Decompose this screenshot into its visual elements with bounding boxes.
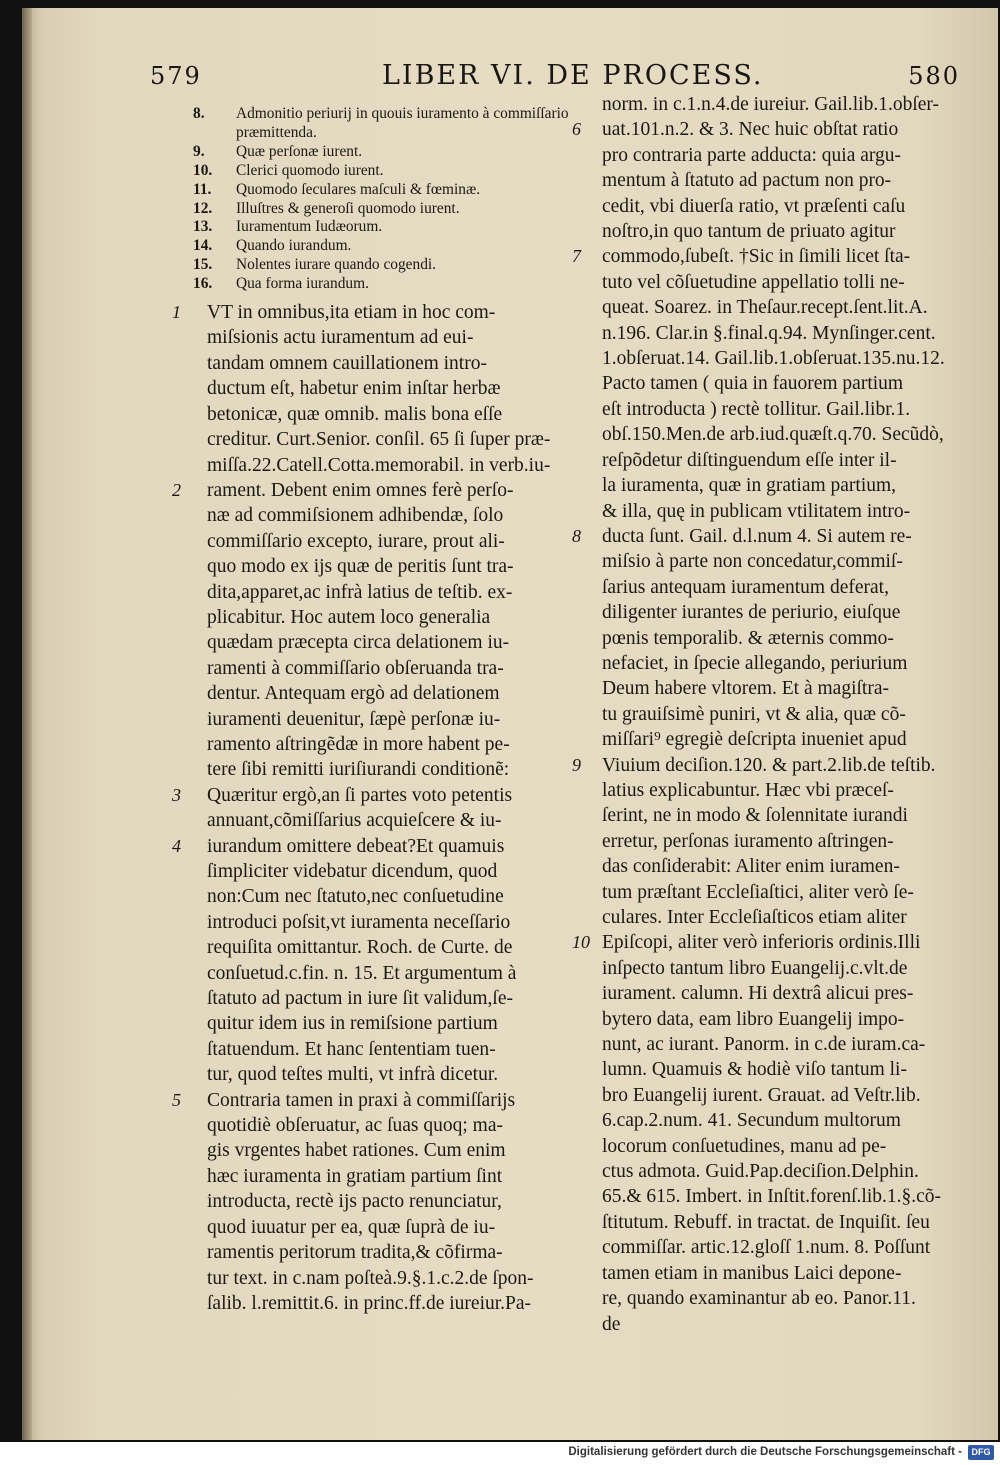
summary-number: 14. xyxy=(193,237,213,255)
margin-note-number: 4 xyxy=(172,835,181,856)
text-line xyxy=(176,808,571,833)
line-text: næ ad commiſsionem adhibendæ, ſolo xyxy=(207,505,504,527)
summary-text: Quomodo ſeculares maſculi & fœminæ. xyxy=(236,180,481,198)
text-line xyxy=(570,168,965,193)
line-text: de xyxy=(602,1313,621,1335)
line-text: nunt, ac iurant. Panorm. in c.de iuram.ca- xyxy=(602,1034,926,1056)
summary-text: Iuramentum Iudæorum. xyxy=(236,218,383,236)
text-line xyxy=(570,803,965,828)
text-line xyxy=(176,529,571,554)
funding-note: Digitalisierung gefördert durch die Deutsche Forschungsgemeinschaft - xyxy=(568,1446,962,1458)
text-line xyxy=(176,986,571,1011)
page-number-left: 579 xyxy=(150,62,202,90)
line-text: miſſari⁹ egregiè deſcripta inueniet apud xyxy=(602,729,907,751)
margin-note-number: 3 xyxy=(172,784,181,805)
text-line xyxy=(570,219,965,244)
line-text: das conſiderabit: Aliter enim iuramen- xyxy=(602,856,900,878)
text-line xyxy=(176,580,571,605)
margin-note-number: 8 xyxy=(572,525,581,546)
line-text: Contraria tamen in praxi à commiſſarijs xyxy=(207,1089,516,1111)
line-text: n.196. Clar.in §.final.q.94. Mynſinger.cent. xyxy=(602,322,936,344)
line-text: Epiſcopi, aliter verò inferioris ordinis.Illi xyxy=(602,932,921,954)
line-text: uat.101.n.2. & 3. Nec huic obſtat ratio xyxy=(602,119,899,141)
line-text: tur text. in c.nam poſteà.9.§.1.c.2.de ſpon- xyxy=(207,1267,534,1289)
line-text: Viuium deciſion.120. & part.2.lib.de teſtib. xyxy=(602,754,936,776)
summary-number: 13. xyxy=(193,218,213,236)
text-line xyxy=(570,549,965,574)
text-line xyxy=(570,956,965,981)
text-line xyxy=(176,453,571,478)
line-text: obſ.150.Men.de arb.iud.quæſt.q.70. Secũdò, xyxy=(602,424,944,446)
text-line xyxy=(570,1083,965,1108)
text-line xyxy=(176,1266,571,1291)
line-text: quædam præcepta circa delationem iu- xyxy=(207,632,510,654)
line-text: introducta, rectè ijs pacto renunciatur, xyxy=(207,1191,502,1213)
text-line xyxy=(570,1184,965,1209)
text-line xyxy=(570,1007,965,1032)
line-text: re, quando examinantur ab eo. Panor.11. xyxy=(602,1288,916,1310)
summary-item xyxy=(176,162,571,181)
summary-item xyxy=(176,181,571,200)
line-text: pœnis temporalib. & æternis commo- xyxy=(602,627,894,649)
text-line xyxy=(570,651,965,676)
line-text: tandam omnem cauillationem intro- xyxy=(207,352,487,374)
text-line xyxy=(176,859,571,884)
text-line xyxy=(176,757,571,782)
text-line xyxy=(176,1062,571,1087)
text-line xyxy=(176,707,571,732)
line-text: iuramenti deuenitur, ſæpè perſonæ iu- xyxy=(207,708,501,730)
text-line xyxy=(176,325,571,350)
text-line xyxy=(176,1189,571,1214)
page-number-right: 580 xyxy=(908,62,960,90)
line-text: Quæritur ergò,an ſi partes voto petentis xyxy=(207,784,513,806)
line-text: gis vrgentes habet rationes. Cum enim xyxy=(207,1140,506,1162)
page-gutter xyxy=(22,8,32,1440)
line-text: tuto vel cõſuetudine appellatio tolli ne- xyxy=(602,271,905,293)
line-text: ſtatuendum. Et hanc ſententiam tuen- xyxy=(207,1038,496,1060)
line-text: tur, quod teſtes multi, vt infrà dicetur. xyxy=(207,1064,499,1086)
margin-note-number: 9 xyxy=(572,754,581,775)
line-text: commodo,ſubeſt. †Sic in ſimili licet ſta- xyxy=(602,246,911,268)
line-text: non:Cum nec ſtatuto,nec conſuetudine xyxy=(207,886,504,908)
line-text: 6.cap.2.num. 41. Secundum multorum xyxy=(602,1110,901,1132)
text-line xyxy=(570,1210,965,1235)
line-text: conſuetud.c.fin. n. 15. Et argumentum à xyxy=(207,962,517,984)
line-text: erretur, perſonas iuramento aſtringen- xyxy=(602,830,894,852)
text-line xyxy=(570,676,965,701)
text-line xyxy=(570,905,965,930)
text-line xyxy=(176,554,571,579)
line-text: dita,apparet,ac infrà latius de teſtib. ex- xyxy=(207,581,513,603)
text-line xyxy=(176,732,571,757)
text-line xyxy=(176,961,571,986)
line-text: culares. Inter Eccleſiaſticos etiam aliter xyxy=(602,907,907,928)
text-line xyxy=(570,194,965,219)
text-line xyxy=(176,1011,571,1036)
left-column xyxy=(172,105,571,1316)
text-line xyxy=(570,1235,965,1260)
line-text: miſſa.22.Catell.Cotta.memorabil. in verb.iu- xyxy=(207,454,551,476)
margin-note-number: 6 xyxy=(572,119,581,140)
summary-text: Qua forma iurandum. xyxy=(236,275,369,293)
line-text: VT in omnibus,ita etiam in hoc com- xyxy=(207,302,496,324)
text-line xyxy=(570,397,965,422)
line-text: commiſſario excepto, iurare, prout ali- xyxy=(207,530,505,552)
text-line xyxy=(570,930,965,955)
text-line xyxy=(176,910,571,935)
line-text: inſpecto tantum libro Euangelij.c.vlt.de xyxy=(602,957,908,979)
right-column-text xyxy=(570,92,965,1337)
summary-item xyxy=(176,256,571,275)
line-text: locorum conſuetudines, manu ad pe- xyxy=(602,1135,887,1157)
line-text: ramento aſtringẽdæ in more habent pe- xyxy=(207,733,510,755)
text-line xyxy=(570,448,965,473)
margin-note-number: 2 xyxy=(172,479,181,500)
margin-note-number: 7 xyxy=(572,246,581,267)
line-text: tu grauiſsimè puniri, vt & alia, quæ cõ- xyxy=(602,703,906,725)
line-text: dentur. Antequam ergò ad delationem xyxy=(207,683,500,705)
text-line xyxy=(176,935,571,960)
summary-number: 10. xyxy=(193,161,213,179)
line-text: bro Euangelij iurent. Grauat. ad Veſtr.lib. xyxy=(602,1084,921,1106)
text-line xyxy=(570,524,965,549)
text-line xyxy=(570,117,965,142)
line-text: ſerint, ne in modo & ſolennitate iurandi xyxy=(602,805,908,827)
text-line xyxy=(176,605,571,630)
left-column-text xyxy=(172,300,571,1316)
margin-note-number: 5 xyxy=(172,1089,181,1110)
summary-number: 11. xyxy=(193,180,212,198)
line-text: iurandum omittere debeat?Et quamuis xyxy=(207,835,505,857)
text-line xyxy=(570,1108,965,1133)
summary-item xyxy=(176,143,571,162)
text-line xyxy=(176,1138,571,1163)
line-text: creditur. Curt.Senior. conſil. 65 ſi ſuper præ- xyxy=(207,429,551,451)
text-line xyxy=(570,244,965,269)
line-text: plicabitur. Hoc autem loco generalia xyxy=(207,606,491,628)
line-text: introduci poſsit,vt iuramenta neceſſario xyxy=(207,911,511,933)
text-line xyxy=(570,1134,965,1159)
text-line xyxy=(570,753,965,778)
text-line xyxy=(570,880,965,905)
line-text: eſt introducta ) rectè tollitur. Gail.libr.1. xyxy=(602,398,911,420)
text-line xyxy=(570,854,965,879)
text-line xyxy=(570,270,965,295)
line-text: ſtitutum. Rebuff. in tractat. de Inquiſit. ſeu xyxy=(602,1211,930,1233)
summary-number: 12. xyxy=(193,199,213,217)
text-line xyxy=(570,778,965,803)
line-text: Pacto tamen ( quia in fauorem partium xyxy=(602,373,904,395)
text-line xyxy=(570,321,965,346)
line-text: rament. Debent enim omnes ferè perſo- xyxy=(207,479,514,501)
line-text: noſtro,in quo tantum de priuato agitur xyxy=(602,221,896,243)
text-line xyxy=(570,473,965,498)
text-line xyxy=(570,143,965,168)
text-line xyxy=(570,1032,965,1057)
text-line xyxy=(172,783,571,808)
line-text: commiſſar. artic.12.gloſſ 1.num. 8. Poſſunt xyxy=(602,1237,931,1259)
summary-number: 8. xyxy=(193,105,205,122)
line-text: ſimpliciter videbatur dicendum, quod xyxy=(207,861,498,882)
margin-note-number: 1 xyxy=(172,302,181,323)
line-text: la iuramenta, quæ in gratiam partium, xyxy=(602,475,897,497)
text-line xyxy=(176,884,571,909)
line-text: miſsio à parte non concedatur,commiſ- xyxy=(602,551,903,573)
line-text: quotidiè obſeruatur, ac ſuas quoq; ma- xyxy=(207,1115,503,1137)
text-line xyxy=(176,1215,571,1240)
line-text: lumn. Quamuis & hodiè viſo tantum li- xyxy=(602,1059,907,1081)
text-line xyxy=(172,300,571,325)
line-text: norm. in c.1.n.4.de iureiur. Gail.lib.1.obſer- xyxy=(602,94,939,115)
text-line xyxy=(570,1057,965,1082)
text-line xyxy=(176,1291,571,1316)
line-text: 65.& 615. Imbert. in Inſtit.forenſ.lib.1.§.cõ- xyxy=(602,1186,942,1208)
line-text: & illa, quę in publicam vtilitatem intro- xyxy=(602,500,911,522)
text-line xyxy=(176,630,571,655)
line-text: quod iuuatur per ea, quæ ſuprà de iu- xyxy=(207,1216,496,1238)
line-text: mentum à ſtatuto ad pactum non pro- xyxy=(602,170,892,192)
summary-item xyxy=(176,105,571,143)
line-text: ducta ſunt. Gail. d.l.num 4. Si autem re- xyxy=(602,525,912,547)
summary-number: 16. xyxy=(193,275,213,293)
line-text: diligenter iurantes de periurio, eiuſque xyxy=(602,602,901,624)
summary-item xyxy=(176,218,571,237)
summary-text: Illuſtres & generoſi quomodo iurent. xyxy=(236,199,460,217)
line-text: ramenti à commiſſario obſeruanda tra- xyxy=(207,657,504,679)
text-line xyxy=(570,295,965,320)
summary-item xyxy=(176,275,571,294)
line-text: latius explicabuntur. Hæc vbi præceſ- xyxy=(602,779,894,801)
line-text: tum præſtant Eccleſiaſtici, aliter verò ſe- xyxy=(602,881,914,903)
line-text: hæc iuramenta in gratiam partium ſint xyxy=(207,1165,503,1187)
line-text: 1.obſeruat.14. Gail.lib.1.obſeruat.135.nu.12. xyxy=(602,348,945,370)
text-line xyxy=(176,1037,571,1062)
running-title: LIBER VI. DE PROCESS. xyxy=(382,60,764,91)
text-line xyxy=(570,600,965,625)
summary-item xyxy=(176,200,571,219)
summary-text: Quæ perſonæ iurent. xyxy=(236,142,363,160)
line-text: tere ſibi remitti iuriſiurandi conditionẽ: xyxy=(207,759,510,781)
text-line xyxy=(176,1113,571,1138)
right-column xyxy=(570,92,965,1337)
text-line xyxy=(176,427,571,452)
text-line xyxy=(570,575,965,600)
text-line xyxy=(176,402,571,427)
line-text: annuant,cõmiſſarius acquieſcere & iu- xyxy=(207,810,502,832)
line-text: Deum habere vltorem. Et à magiſtra- xyxy=(602,678,889,700)
text-line xyxy=(570,371,965,396)
summary-list xyxy=(176,105,571,294)
summary-text: Quando iurandum. xyxy=(236,237,352,255)
text-line xyxy=(570,829,965,854)
line-text: ſarius antequam iuramentum deferat, xyxy=(602,576,889,598)
text-line xyxy=(176,1240,571,1265)
text-line xyxy=(570,1261,965,1286)
text-line xyxy=(570,1159,965,1184)
line-text: betonicæ, quæ omnib. malis bona eſſe xyxy=(207,403,503,425)
summary-text: Clerici quomodo iurent. xyxy=(236,161,384,179)
line-text: ctus admota. Guid.Pap.deciſion.Delphin. xyxy=(602,1161,919,1183)
line-text: miſsionis actu iuramentum ad eui- xyxy=(207,327,474,349)
line-text: pro contraria parte adducta: quia argu- xyxy=(602,144,902,166)
text-line xyxy=(570,1286,965,1311)
text-line xyxy=(570,626,965,651)
line-text: nefaciet, in ſpecie allegando, periurium xyxy=(602,652,908,674)
line-text: requiſita omittantur. Roch. de Curte. de xyxy=(207,937,513,959)
line-text: ductum eſt, habetur enim inſtar herbæ xyxy=(207,378,501,400)
line-text: quitur idem ius in remiſsione partium xyxy=(207,1013,498,1035)
summary-number: 15. xyxy=(193,256,213,274)
summary-text: Admonitio periurij in quouis iuramento à commiſſario præmittenda. xyxy=(236,105,569,141)
footer-bar xyxy=(0,1442,1000,1465)
text-line xyxy=(570,981,965,1006)
text-line xyxy=(570,727,965,752)
margin-note-number: 10 xyxy=(572,932,590,953)
summary-item xyxy=(176,237,571,256)
text-line xyxy=(176,656,571,681)
text-line xyxy=(176,681,571,706)
text-line xyxy=(570,346,965,371)
text-line xyxy=(570,499,965,524)
text-line xyxy=(176,1164,571,1189)
line-text: ſtatuto ad pactum in iure ſit validum,ſe- xyxy=(207,988,513,1010)
line-text: cedit, vbi diuerſa ratio, vt præſenti caſu xyxy=(602,195,906,217)
text-line xyxy=(570,702,965,727)
text-line xyxy=(176,376,571,401)
text-line xyxy=(172,478,571,503)
line-text: tamen etiam in manibus Laici depone- xyxy=(602,1262,902,1284)
line-text: bytero data, eam libro Euangelij impo- xyxy=(602,1008,905,1030)
line-text: quo modo ex ijs quæ de peritis ſunt tra- xyxy=(207,556,514,578)
text-line xyxy=(176,351,571,376)
line-text: queat. Soarez. in Theſaur.recept.ſent.lit.A. xyxy=(602,297,928,319)
text-line xyxy=(172,1088,571,1113)
line-text: iurament. calumn. Hi dextrâ alicui pres- xyxy=(602,983,914,1005)
text-line xyxy=(570,422,965,447)
line-text: reſpõdetur diſtinguendum eſſe inter il- xyxy=(602,449,897,471)
text-line xyxy=(172,834,571,859)
dfg-logo: DFG xyxy=(968,1445,994,1460)
line-text: ramentis peritorum tradita,& cõfirma- xyxy=(207,1242,503,1264)
summary-number: 9. xyxy=(193,142,205,160)
text-line xyxy=(570,92,965,117)
text-line xyxy=(176,503,571,528)
summary-text: Nolentes iurare quando cogendi. xyxy=(236,256,437,274)
line-text: ſalib. l.remittit.6. in princ.ff.de iureiur.Pa- xyxy=(207,1292,532,1314)
text-line xyxy=(570,1312,965,1337)
